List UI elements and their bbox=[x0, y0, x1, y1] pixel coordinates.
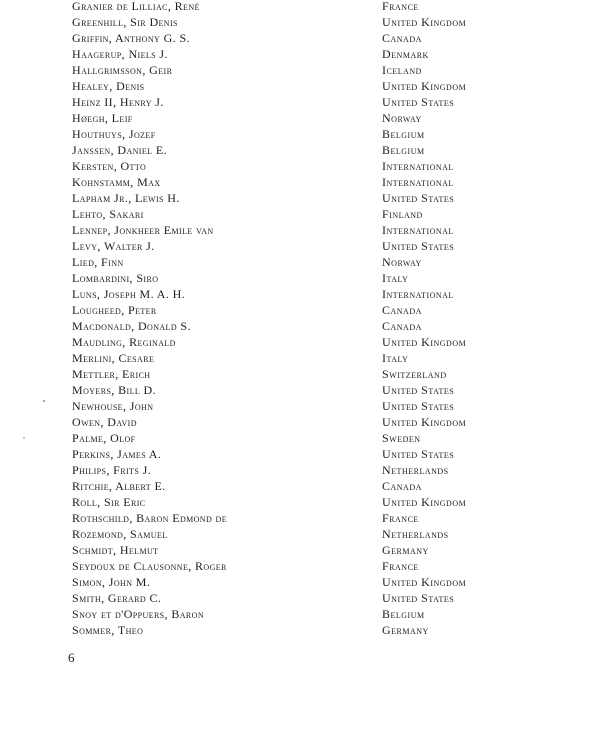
participant-name: Hallgrimsson, Geir bbox=[72, 63, 173, 77]
participant-name: Lied, Finn bbox=[72, 255, 124, 269]
participant-name: Perkins, James A. bbox=[72, 447, 162, 461]
participant-country: United States bbox=[382, 191, 455, 205]
participant-country: Norway bbox=[382, 111, 422, 125]
participant-name: Lennep, Jonkheer Emile van bbox=[72, 223, 214, 237]
participant-name: Rozemond, Samuel bbox=[72, 527, 168, 541]
participant-name: Owen, David bbox=[72, 415, 137, 429]
participant-name: Mettler, Erich bbox=[72, 367, 151, 381]
participant-country: United Kingdom bbox=[382, 335, 467, 349]
participant-country: Canada bbox=[382, 479, 422, 493]
participant-country: Belgium bbox=[382, 607, 425, 621]
participant-country: Italy bbox=[382, 351, 409, 365]
participant-name: Snoy et d'Oppuers, Baron bbox=[72, 607, 205, 621]
participant-country: United Kingdom bbox=[382, 79, 467, 93]
participant-name: Maudling, Reginald bbox=[72, 335, 176, 349]
participant-country: International bbox=[382, 223, 454, 237]
participant-name: Luns, Joseph M. A. H. bbox=[72, 287, 186, 301]
participant-name: Kersten, Otto bbox=[72, 159, 147, 173]
participant-name: Palme, Olof bbox=[72, 431, 136, 445]
participant-name: Lombardini, Siro bbox=[72, 271, 159, 285]
participant-name: Sommer, Theo bbox=[72, 623, 144, 637]
participant-country: Canada bbox=[382, 303, 422, 317]
participant-name: Heinz II, Henry J. bbox=[72, 95, 164, 109]
participant-country: Denmark bbox=[382, 47, 429, 61]
participant-country: Germany bbox=[382, 623, 429, 637]
participant-country: United Kingdom bbox=[382, 575, 467, 589]
participant-name: Granier de Lilliac, René bbox=[72, 0, 200, 13]
participant-country: United Kingdom bbox=[382, 15, 467, 29]
participant-country: Italy bbox=[382, 271, 409, 285]
participant-name: Philips, Frits J. bbox=[72, 463, 152, 477]
participant-name: Macdonald, Donald S. bbox=[72, 319, 191, 333]
participant-name: Levy, Walter J. bbox=[72, 239, 155, 253]
participant-country: Canada bbox=[382, 319, 422, 333]
participant-country: United Kingdom bbox=[382, 495, 467, 509]
participant-name: Healey, Denis bbox=[72, 79, 145, 93]
participant-country: Belgium bbox=[382, 127, 425, 141]
participant-name: Merlini, Cesare bbox=[72, 351, 155, 365]
participant-country: United Kingdom bbox=[382, 415, 467, 429]
participant-name: Houthuys, Jozef bbox=[72, 127, 156, 141]
participant-name: Newhouse, John bbox=[72, 399, 154, 413]
participant-name: Kohnstamm, Max bbox=[72, 175, 161, 189]
participant-name: Lougheed, Peter bbox=[72, 303, 157, 317]
participant-country: Canada bbox=[382, 31, 422, 45]
participant-country: United States bbox=[382, 239, 455, 253]
ink-speck bbox=[43, 400, 45, 402]
participant-name: Janssen, Daniel E. bbox=[72, 143, 167, 157]
participant-country: Netherlands bbox=[382, 527, 449, 541]
participant-country: Finland bbox=[382, 207, 423, 221]
participant-country: Sweden bbox=[382, 431, 421, 445]
participant-country: United States bbox=[382, 447, 455, 461]
participant-country: France bbox=[382, 559, 419, 573]
participant-name: Lehto, Sakari bbox=[72, 207, 144, 221]
participant-country: International bbox=[382, 175, 454, 189]
participant-country: United States bbox=[382, 95, 455, 109]
participant-country: Switzerland bbox=[382, 367, 447, 381]
participant-country: Iceland bbox=[382, 63, 422, 77]
participant-name: Lapham Jr., Lewis H. bbox=[72, 191, 180, 205]
participant-country: Germany bbox=[382, 543, 429, 557]
participant-name: Haagerup, Niels J. bbox=[72, 47, 168, 61]
participant-name: Ritchie, Albert E. bbox=[72, 479, 166, 493]
participant-name: Simon, John M. bbox=[72, 575, 151, 589]
participant-country: France bbox=[382, 511, 419, 525]
participant-country: France bbox=[382, 0, 419, 13]
participant-country: Norway bbox=[382, 255, 422, 269]
participant-country: United States bbox=[382, 399, 455, 413]
participant-country: Netherlands bbox=[382, 463, 449, 477]
participant-country: United States bbox=[382, 383, 455, 397]
participant-country: Belgium bbox=[382, 143, 425, 157]
participant-name: Greenhill, Sir Denis bbox=[72, 15, 178, 29]
participant-name: Griffin, Anthony G. S. bbox=[72, 31, 190, 45]
participant-name: Seydoux de Clausonne, Roger bbox=[72, 559, 227, 573]
participant-name: Moyers, Bill D. bbox=[72, 383, 157, 397]
participant-country: United States bbox=[382, 591, 455, 605]
participant-name: Rothschild, Baron Edmond de bbox=[72, 511, 228, 525]
participant-name: Roll, Sir Eric bbox=[72, 495, 146, 509]
ink-speck bbox=[23, 437, 25, 439]
participant-country: International bbox=[382, 287, 454, 301]
participant-name: Smith, Gerard C. bbox=[72, 591, 162, 605]
participant-name: Schmidt, Helmut bbox=[72, 543, 159, 557]
participant-country: International bbox=[382, 159, 454, 173]
participant-name: Høegh, Leif bbox=[72, 111, 133, 125]
page-number: 6 bbox=[68, 650, 75, 665]
